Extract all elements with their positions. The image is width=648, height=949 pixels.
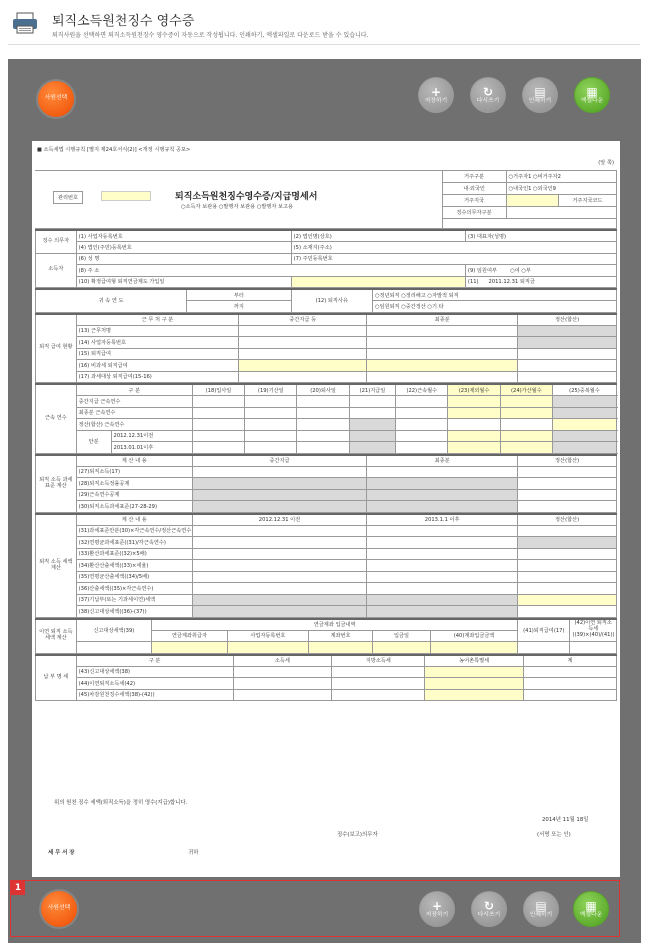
- document-title: 퇴직소득원천징수영수증/지급명세서: [175, 192, 318, 202]
- pay-row-label: (15) 퇴직급여: [76, 348, 239, 360]
- duty-type-value[interactable]: [506, 206, 616, 218]
- tax-cell[interactable]: [518, 548, 617, 560]
- apportion-after-label: 2013.01.01이후: [111, 442, 192, 454]
- base-cell: [192, 501, 366, 513]
- tax-cell[interactable]: [192, 537, 366, 549]
- paid-cell[interactable]: [332, 678, 425, 690]
- rewrite-label: 다시쓰기: [476, 97, 500, 104]
- select-employee-label: 사원선택: [44, 95, 68, 102]
- residence-options[interactable]: [506, 171, 616, 183]
- excel-download-button[interactable]: [573, 891, 609, 927]
- nonresident-radio[interactable]: ○비거주자2: [533, 173, 561, 180]
- duty-type-label: 징수의무자구분: [442, 206, 506, 218]
- page-header: [0, 0, 648, 58]
- svc-cell[interactable]: [448, 396, 500, 408]
- print-label: 인쇄하기: [529, 911, 553, 918]
- reason-voluntary-radio[interactable]: ○자발적 퇴직: [427, 292, 459, 299]
- domestic-radio[interactable]: ○내국인1: [508, 185, 532, 192]
- select-employee-button[interactable]: [41, 891, 77, 927]
- pay-cell[interactable]: [239, 360, 367, 372]
- base-col-header: 계 산 내 용: [76, 455, 192, 467]
- deferral-table: [35, 618, 617, 654]
- pay-col-header: 근 무 처 구 분: [76, 314, 239, 326]
- excel-icon: ▦: [586, 84, 598, 99]
- svc-col-header: (23)제외월수: [448, 384, 500, 396]
- payer-earner-table: [35, 229, 617, 288]
- svc-cell: [553, 396, 617, 408]
- svc-cell[interactable]: [448, 430, 500, 442]
- corp-reg-number-field[interactable]: (4) 법인(주민)등록번호: [76, 242, 291, 254]
- signature-mark: (서명 또는 인): [537, 832, 571, 838]
- earner-section-label: 소득자: [36, 253, 77, 288]
- svc-cell[interactable]: [396, 396, 448, 408]
- pay-cell[interactable]: [367, 371, 518, 383]
- pay-cell: [518, 325, 617, 337]
- paid-col-header: 지방소득세: [332, 655, 425, 667]
- svc-cell[interactable]: [396, 407, 448, 419]
- svc-col-header: (21)지급일: [349, 384, 395, 396]
- addressee-label: 귀하: [188, 850, 199, 856]
- svc-cell[interactable]: [500, 419, 552, 431]
- paid-cell[interactable]: [233, 678, 332, 690]
- svc-cell[interactable]: [297, 442, 349, 454]
- tax-row-label: (32)연평균과세표준((31)/각근속연수): [76, 537, 192, 549]
- tax-cell[interactable]: [367, 560, 518, 572]
- base-cell: [367, 489, 518, 501]
- tax-cell: [192, 606, 366, 618]
- pay-row-label: (14) 사업자등록번호: [76, 337, 239, 349]
- pay-cell[interactable]: [239, 371, 367, 383]
- belong-year-label: 귀 속 연 도: [36, 289, 187, 312]
- deferral-section-label: 이연 퇴직 소득 세액 계산: [36, 619, 77, 654]
- residence-label: 거주구분: [442, 171, 506, 183]
- tax-cell[interactable]: [192, 548, 366, 560]
- svc-cell[interactable]: [245, 442, 297, 454]
- tax-col-header: 계 산 내 용: [76, 514, 192, 526]
- svc-col-header: (20)퇴사일: [297, 384, 349, 396]
- pay-cell[interactable]: [518, 348, 617, 360]
- tax-cell[interactable]: [367, 571, 518, 583]
- header-divider: [8, 44, 640, 45]
- pay-col-header: 중간지급 등: [239, 314, 367, 326]
- tax-cell[interactable]: [518, 571, 617, 583]
- select-employee-button[interactable]: [38, 81, 74, 117]
- svc-cell[interactable]: [349, 396, 395, 408]
- base-section-label: 퇴직 소득 과세 표준 계산: [36, 455, 77, 513]
- defer-col-header: (42)이연 퇴직소득세((39)×(40)/(41)): [570, 619, 617, 642]
- tax-cell[interactable]: [192, 583, 366, 595]
- apportion-before-label: 2012.12.31이전: [111, 430, 192, 442]
- paid-cell[interactable]: [332, 666, 425, 678]
- svc-cell: [553, 407, 617, 419]
- form-header-table: [35, 170, 617, 229]
- tax-cell[interactable]: [367, 525, 518, 537]
- base-row-label: (30)퇴직소득과세표준(27-28-29): [76, 501, 192, 513]
- earner-address-field[interactable]: (8) 주 소: [76, 265, 465, 277]
- nationality-label: 내·외국인: [442, 182, 506, 194]
- pay-row-label: (13) 근무처명: [76, 325, 239, 337]
- tax-col-header: 2013.1.1 이후: [367, 514, 518, 526]
- tax-cell[interactable]: [367, 548, 518, 560]
- svc-cell[interactable]: [553, 419, 617, 431]
- tax-base-table: [35, 454, 617, 513]
- svc-col-header: (24)가산월수: [500, 384, 552, 396]
- printer-icon: ▤: [534, 84, 546, 99]
- select-employee-label: 사원선택: [47, 905, 71, 912]
- country-input[interactable]: [506, 194, 558, 206]
- svc-cell[interactable]: [297, 396, 349, 408]
- corp-name-field[interactable]: (2) 법인명(상호): [291, 230, 465, 242]
- svc-cell[interactable]: [245, 396, 297, 408]
- tax-row-label: (35)연평균산출세액((34)/5배): [76, 571, 192, 583]
- save-button[interactable]: [419, 891, 455, 927]
- plus-icon: +: [430, 84, 442, 99]
- payment-table: [35, 654, 617, 702]
- payer-label: 징수(보고)의무자: [337, 832, 378, 838]
- copy-type-options[interactable]: [181, 203, 293, 210]
- apportion-label: 안분: [76, 430, 111, 453]
- tax-cell[interactable]: [518, 583, 617, 595]
- refresh-icon: ↻: [483, 898, 495, 913]
- pay-cell[interactable]: [367, 325, 518, 337]
- printer-icon: [12, 12, 38, 34]
- retire-reason-options-1[interactable]: [372, 289, 616, 301]
- excel-icon: ▦: [585, 898, 597, 913]
- form-note: ■ 소득세법 시행규칙 [별지 제24호서식(2)] <개정 시행규칙 공포>: [37, 147, 191, 153]
- svc-cell[interactable]: [500, 407, 552, 419]
- svc-cell[interactable]: [192, 430, 244, 442]
- save-label: 저장하기: [425, 911, 449, 918]
- item-11-label: (11): [467, 279, 479, 286]
- svc-col-header: 구 분: [76, 384, 192, 396]
- paid-cell[interactable]: [524, 678, 617, 690]
- svc-cell[interactable]: [192, 407, 244, 419]
- pay-row-label: (17) 과세대상 퇴직급여(15-16): [76, 371, 239, 383]
- base-col-header: 중간지급: [192, 455, 366, 467]
- paid-cell[interactable]: [425, 666, 524, 678]
- paid-cell[interactable]: [425, 689, 524, 701]
- svc-cell: [553, 442, 617, 454]
- svc-cell[interactable]: [448, 407, 500, 419]
- print-button[interactable]: [523, 891, 559, 927]
- pay-cell[interactable]: [239, 348, 367, 360]
- page-side: (앞 쪽): [598, 160, 614, 166]
- paid-col-header: 농어촌특별세: [425, 655, 524, 667]
- reason-age-radio[interactable]: ○정년퇴직: [374, 292, 400, 299]
- title-cell: [35, 171, 442, 229]
- defer-sub-header: 사업자등록번호: [227, 630, 308, 642]
- country-label: 거주지국: [442, 194, 506, 206]
- base-cell[interactable]: [518, 466, 617, 478]
- executive-no-radio[interactable]: ○부: [521, 267, 531, 274]
- tax-row-label: (34)환산산출세액((33)×세율): [76, 560, 192, 572]
- representative-field[interactable]: (3) 대표자(성명): [465, 230, 616, 242]
- defer-col-header: 신고대상세액(39): [76, 619, 152, 642]
- receipt-document: [32, 141, 620, 877]
- pay-cell[interactable]: [367, 360, 518, 372]
- svc-cell: [349, 430, 395, 442]
- defer-cell[interactable]: [227, 642, 308, 654]
- paid-col-header: 소득세: [233, 655, 332, 667]
- svc-row-label: 중간지급 근속연수: [76, 396, 192, 408]
- tax-cell[interactable]: [518, 525, 617, 537]
- base-col-header: 정산(합산): [518, 455, 617, 467]
- svc-cell[interactable]: [245, 430, 297, 442]
- excel-label: 엑셀다운: [579, 911, 603, 918]
- tax-cell[interactable]: [192, 571, 366, 583]
- base-cell[interactable]: [518, 489, 617, 501]
- svc-cell[interactable]: [349, 407, 395, 419]
- svc-cell[interactable]: [500, 442, 552, 454]
- svc-cell: [349, 442, 395, 454]
- reason-interim-radio[interactable]: ○중간정산: [401, 303, 426, 310]
- earner-name-field[interactable]: (6) 성 명: [76, 253, 291, 265]
- pay-cell[interactable]: [518, 360, 617, 372]
- retire-reason-options-2[interactable]: [372, 301, 616, 313]
- executive-yes-radio[interactable]: ○여: [510, 267, 520, 274]
- svc-cell[interactable]: [500, 430, 552, 442]
- base-cell[interactable]: [192, 466, 366, 478]
- mgmt-number-label: 관리번호: [53, 191, 83, 204]
- spacer-cell: [442, 218, 616, 228]
- tax-row-label: (38)신고대상세액((36)-(37)): [76, 606, 192, 618]
- pay-cell[interactable]: [239, 325, 367, 337]
- pay-cell: [518, 337, 617, 349]
- defer-cell[interactable]: [76, 642, 152, 654]
- foreign-radio[interactable]: ○외국인9: [533, 185, 556, 192]
- tax-row-label: (33)환산과세표준((32)×5배): [76, 548, 192, 560]
- defer-cell[interactable]: [570, 642, 617, 654]
- svc-cell[interactable]: [192, 396, 244, 408]
- rewrite-label: 다시쓰기: [477, 911, 501, 918]
- defer-cell[interactable]: [309, 642, 373, 654]
- severance-2011-label: 2011.12.31 퇴직금: [488, 279, 535, 286]
- svc-row-label: 최종분 근속연수: [76, 407, 192, 419]
- rewrite-button[interactable]: [471, 891, 507, 927]
- paid-cell[interactable]: [233, 689, 332, 701]
- tax-cell[interactable]: [367, 537, 518, 549]
- defer-cell[interactable]: [518, 642, 570, 654]
- tax-cell[interactable]: [367, 583, 518, 595]
- base-cell: [192, 489, 366, 501]
- print-button[interactable]: [522, 77, 558, 113]
- tax-row-label: (37)기납부(또는 기과세이연)세액: [76, 594, 192, 606]
- pay-col-header: 최종분: [367, 314, 518, 326]
- tax-cell: [518, 537, 617, 549]
- tax-row-label: (31)과세표준안분(30)×각근속연수/정산근속연수: [76, 525, 192, 537]
- belong-to-field[interactable]: 까지: [187, 301, 292, 313]
- defer-cell[interactable]: [372, 642, 430, 654]
- svc-cell[interactable]: [448, 442, 500, 454]
- tax-cell: [192, 594, 366, 606]
- paid-cell[interactable]: [524, 666, 617, 678]
- paid-cell[interactable]: [425, 678, 524, 690]
- svc-cell: [553, 430, 617, 442]
- earner-id-field[interactable]: (7) 주민등록번호: [291, 253, 616, 265]
- base-row-label: (27)퇴직소득(17): [76, 466, 192, 478]
- bottom-toolbar: [10, 880, 620, 937]
- pay-row-label: (16) 비과세 퇴직급여: [76, 360, 239, 372]
- defer-cell[interactable]: [152, 642, 228, 654]
- defer-sub-header: 계좌번호: [309, 630, 373, 642]
- defer-sub-header: 연금계좌취급자: [152, 630, 228, 642]
- paid-cell[interactable]: [233, 666, 332, 678]
- tax-cell[interactable]: [518, 560, 617, 572]
- defer-cell[interactable]: [431, 642, 518, 654]
- biz-number-field[interactable]: (1) 사업자등록번호: [76, 230, 291, 242]
- base-cell[interactable]: [518, 501, 617, 513]
- copy-report-radio[interactable]: ○발행자 보고용: [256, 204, 294, 210]
- pay-section-label: 퇴직 급여 현황: [36, 314, 77, 383]
- pay-cell[interactable]: [239, 337, 367, 349]
- excel-label: 엑셀다운: [580, 97, 604, 104]
- tax-cell[interactable]: [192, 560, 366, 572]
- tax-calc-table: [35, 513, 617, 618]
- base-cell: [367, 478, 518, 490]
- mgmt-number-input[interactable]: [101, 191, 151, 201]
- tax-cell: [367, 606, 518, 618]
- plus-icon: +: [431, 898, 443, 913]
- reason-executive-radio[interactable]: ○임원퇴직: [374, 303, 400, 310]
- svc-cell[interactable]: [448, 419, 500, 431]
- defer-col-header: 연금계좌 입금내역: [152, 619, 518, 631]
- rewrite-button[interactable]: [470, 77, 506, 113]
- tax-section-label: 퇴직 소득 세액 계산: [36, 514, 77, 618]
- svc-cell[interactable]: [396, 430, 448, 442]
- base-cell: [367, 501, 518, 513]
- excel-download-button[interactable]: [574, 77, 610, 113]
- tax-row-label: (36)산출세액((35)×각근속연수): [76, 583, 192, 595]
- svc-cell[interactable]: [396, 442, 448, 454]
- payer-section-label: 징수 의무자: [36, 230, 77, 253]
- svc-cell[interactable]: [192, 442, 244, 454]
- refresh-icon: ↻: [482, 84, 494, 99]
- tax-cell[interactable]: [518, 606, 617, 618]
- pay-cell[interactable]: [367, 337, 518, 349]
- save-label: 저장하기: [424, 97, 448, 104]
- paid-row-label: (44)이연퇴직소득세(42): [76, 678, 233, 690]
- svc-cell[interactable]: [297, 419, 349, 431]
- retire-reason-label: (12) 퇴직사유: [291, 289, 372, 312]
- base-cell: [192, 478, 366, 490]
- base-cell[interactable]: [367, 466, 518, 478]
- page-title: 퇴직소득원천징수 영수증: [52, 14, 195, 29]
- tax-cell[interactable]: [518, 594, 617, 606]
- issue-date: 2014년 11월 18일: [542, 817, 589, 823]
- tax-office-label: 세 무 서 장: [48, 850, 75, 856]
- paid-col-header: 구 분: [76, 655, 233, 667]
- tax-cell[interactable]: [192, 525, 366, 537]
- reason-layoff-radio[interactable]: ○정리해고: [401, 292, 426, 299]
- base-row-label: (29)근속연수공제: [76, 489, 192, 501]
- payer-address-field[interactable]: (5) 소재지(주소): [291, 242, 616, 254]
- defer-sub-header: 입금일: [372, 630, 430, 642]
- nationality-options[interactable]: [506, 182, 616, 194]
- paid-row-label: (45)차감원천징수세액(38)-(42)): [76, 689, 233, 701]
- form-panel: [8, 59, 641, 943]
- svc-cell[interactable]: [396, 419, 448, 431]
- service-years-table: [35, 383, 617, 454]
- paid-cell[interactable]: [332, 689, 425, 701]
- tax-cell: [367, 594, 518, 606]
- svc-col-header: (22)근속월수: [396, 384, 448, 396]
- copy-earner-radio[interactable]: ○소득자 보관용: [181, 204, 218, 210]
- resident-radio[interactable]: ○거주자1: [508, 173, 532, 180]
- printer-icon: ▤: [535, 898, 547, 913]
- tax-col-header: 2012.12.31 이전: [192, 514, 366, 526]
- svc-col-header: (25)중복월수: [553, 384, 617, 396]
- base-cell[interactable]: [518, 478, 617, 490]
- print-label: 인쇄하기: [528, 97, 552, 104]
- pay-cell[interactable]: [367, 348, 518, 360]
- paid-col-header: 계: [524, 655, 617, 667]
- callout-badge: 1: [11, 881, 25, 895]
- svc-cell[interactable]: [245, 419, 297, 431]
- country-code-label: 거주지국코드: [558, 194, 616, 206]
- payment-section-label: 납 부 명 세: [36, 655, 77, 701]
- executive-field[interactable]: [465, 265, 616, 277]
- save-button[interactable]: [418, 77, 454, 113]
- svc-col-header: (18)입사일: [192, 384, 244, 396]
- svc-cell[interactable]: [500, 396, 552, 408]
- pay-col-header: 정산(합산): [518, 314, 617, 326]
- severance-pay-table: [35, 313, 617, 384]
- receipt-form: [35, 170, 617, 701]
- svc-col-header: (19)기산일: [245, 384, 297, 396]
- paid-row-label: (43)신고대상세액(38): [76, 666, 233, 678]
- base-row-label: (28)퇴직소득정률공제: [76, 478, 192, 490]
- svc-cell[interactable]: [297, 407, 349, 419]
- svc-cell: [349, 419, 395, 431]
- belong-year-table: [35, 288, 617, 313]
- page-description: 퇴직사원을 선택하면 퇴직소득원천징수 영수증이 자동으로 작성됩니다. 인쇄하기, 엑셀파일로 다운로드 받을 수 있습니다.: [52, 32, 369, 39]
- pension-join-label: (10) 확정급여형 퇴직연금제도 가입일: [76, 276, 291, 288]
- tax-col-header: 정산(합산): [518, 514, 617, 526]
- service-section-label: 근속 연수: [36, 384, 77, 453]
- pay-cell[interactable]: [518, 371, 617, 383]
- severance-2011-field[interactable]: [465, 276, 616, 288]
- svc-row-label: 정산(합산) 근속연수: [76, 419, 192, 431]
- belong-from-field[interactable]: 부터: [187, 289, 292, 301]
- defer-col-header: (41)퇴직급여(17): [518, 619, 570, 642]
- reason-other-radio[interactable]: ○기 타: [427, 303, 444, 310]
- svc-cell[interactable]: [245, 407, 297, 419]
- defer-sub-header: (40)계좌입금금액: [431, 630, 518, 642]
- paid-cell[interactable]: [524, 689, 617, 701]
- svc-cell[interactable]: [192, 419, 244, 431]
- executive-label: (9) 임원여부: [467, 267, 497, 274]
- copy-issuer-radio[interactable]: ○발행자 보관용: [218, 204, 256, 210]
- svc-cell[interactable]: [297, 430, 349, 442]
- base-col-header: 최종분: [367, 455, 518, 467]
- pension-join-input[interactable]: [291, 276, 465, 288]
- signature-block: [32, 790, 620, 870]
- confirm-statement: 위의 원천 징수 세액(퇴직소득)을 정히 영수(지급)합니다.: [54, 800, 188, 806]
